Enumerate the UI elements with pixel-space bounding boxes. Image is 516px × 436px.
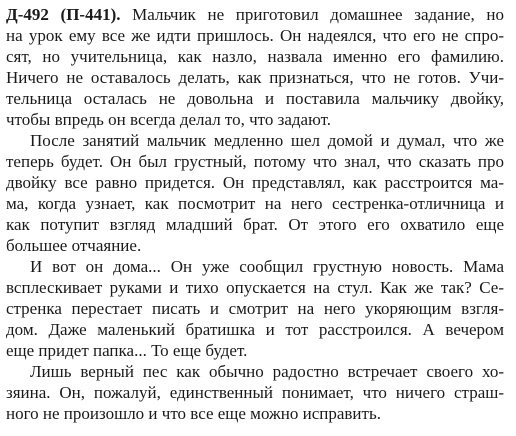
paragraph-2-line-5: как потупит взгляд младший брат. От этого его охватило еще	[6, 215, 504, 234]
paragraph-3-line-1: И вот он дома... Он уже сообщил грустную новость. Мама	[30, 257, 504, 276]
paragraph-4-line-3: ного не произошло и что все еще можно исправить.	[6, 404, 381, 423]
paragraph-1-line-1	[6, 4, 504, 25]
exercise-heading: Д-492 (П-441).	[6, 5, 121, 24]
paragraph-1-line-3: сят, но учительница, как назло, назвала именно его фамилию.	[6, 47, 504, 66]
paragraph-3-line-3: стренка перестает писать и смотрит на него укоряющим взгля-	[6, 299, 504, 318]
paragraph-1-line-1-text: Мальчик не приготовил домашнее задание, но	[120, 5, 504, 24]
paragraph-2-line-4: ма, когда узнает, как посмотрит на него сестренка-отличница и	[6, 194, 504, 213]
paragraph-1-line-6: чтобы впредь он всегда делал то, что задают.	[6, 110, 331, 129]
paragraph-2-line-3: двойку все равно придется. Он представлял, как расстроится ма-	[6, 173, 504, 192]
paragraph-2-line-1: После занятий мальчик медленно шел домой и думал, что же	[30, 131, 504, 150]
paragraph-4-line-2: зяина. Он, пожалуй, единственный понимает, что ничего страш-	[6, 383, 504, 402]
paragraph-1-line-2: на урок ему все же идти пришлось. Он надеялся, что его не спро-	[6, 26, 504, 45]
paragraph-4-line-1: Лишь верный пес как обычно радостно встречает своего хо-	[30, 362, 504, 381]
paragraph-1-line-5: тельница осталась не довольна и поставила мальчику двойку,	[6, 89, 504, 108]
paragraph-2-line-6: большее отчаяние.	[6, 236, 142, 255]
paragraph-3-line-2: всплескивает руками и тихо опускается на стул. Как же так? Се-	[6, 278, 504, 297]
paragraph-3-line-5: еще придет папка... То еще будет.	[6, 341, 248, 360]
paragraph-1-line-4: Ничего не оставалось делать, как признаться, что не готов. Учи-	[6, 68, 504, 87]
paragraph-3-line-4: дом. Даже маленький братишка и тот расстроился. А вечером	[6, 320, 504, 339]
paragraph-2-line-2: теперь будет. Он был грустный, потому что знал, что сказать про	[6, 152, 504, 171]
